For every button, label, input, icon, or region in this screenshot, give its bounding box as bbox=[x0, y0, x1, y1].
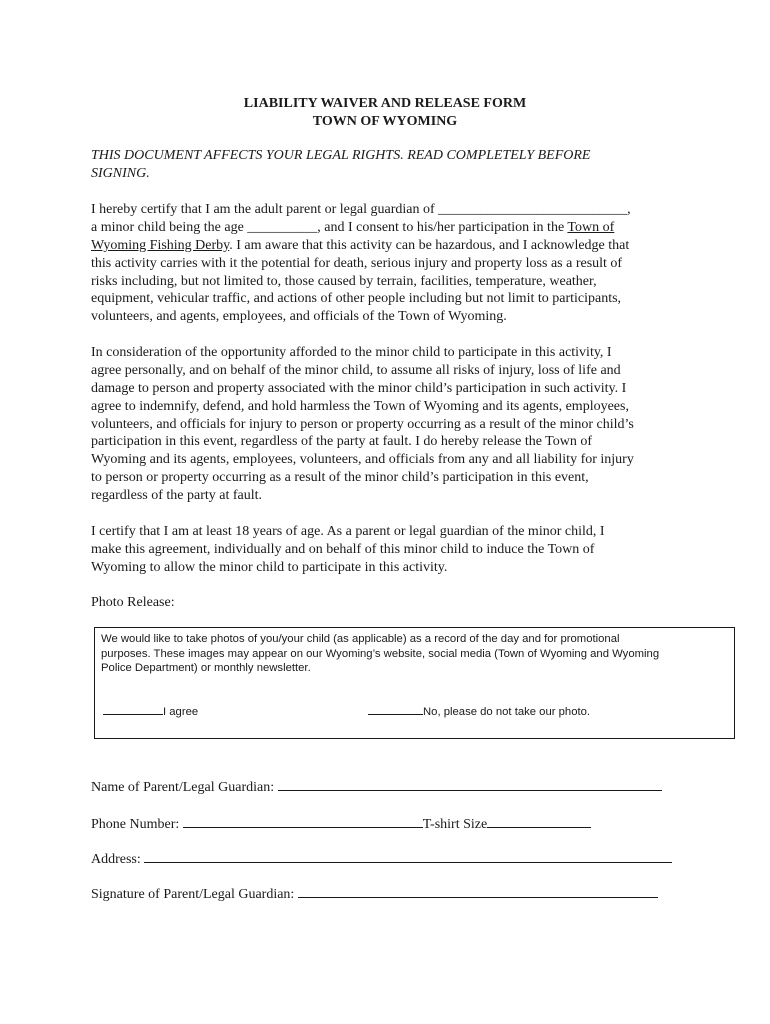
paragraph-line: volunteers, and agents, employees, and officials of the Town of Wyoming. bbox=[91, 309, 507, 325]
photo-release-box bbox=[94, 627, 735, 739]
event-name-link: Wyoming Fishing Derby bbox=[91, 237, 230, 253]
paragraph-line: I certify that I am at least 18 years of age. As a parent or legal guardian of the minor child, I bbox=[91, 524, 605, 539]
tshirt-size-input[interactable] bbox=[487, 814, 591, 828]
address-field bbox=[91, 849, 672, 869]
phone-input[interactable] bbox=[183, 814, 423, 828]
certification-paragraph bbox=[91, 201, 631, 326]
paragraph-line: agree to indemnify, defend, and hold harmless the Town of Wyoming and its agents, employees, bbox=[91, 398, 629, 414]
paragraph-line: damage to person and property associated with the minor child’s participation in such activity. I bbox=[91, 380, 627, 396]
paragraph-line bbox=[91, 219, 631, 237]
photo-text-line: Police Department) or monthly newsletter. bbox=[101, 662, 311, 674]
form-title: LIABILITY WAIVER AND RELEASE FORM bbox=[243, 96, 527, 111]
paragraph-line: I hereby certify that I am the adult parent or legal guardian of ___________________________, bbox=[91, 202, 631, 217]
event-name-link: Town of bbox=[567, 219, 615, 235]
age-certification-paragraph bbox=[91, 523, 605, 577]
paragraph-line: equipment, vehicular traffic, and actions of other people including but not limit to participants, bbox=[91, 291, 622, 307]
phone-label: Phone Number: bbox=[91, 817, 180, 832]
paragraph-line: regardless of the party at fault. bbox=[91, 488, 263, 504]
guardian-name-field bbox=[91, 777, 662, 797]
photo-release-text bbox=[101, 632, 659, 676]
photo-agree-label: I agree bbox=[163, 706, 199, 718]
address-label: Address: bbox=[91, 852, 141, 867]
photo-decline-blank[interactable] bbox=[368, 704, 423, 715]
paragraph-line: participation in this event, regardless of the party at fault. I do hereby release the Town of bbox=[91, 434, 593, 450]
paragraph-line: risks including, but not limited to, those caused by terrain, facilities, temperature, weather, bbox=[91, 273, 597, 289]
paragraph-line: Wyoming to allow the minor child to participate in this activity. bbox=[91, 559, 448, 575]
signature-input[interactable] bbox=[298, 884, 658, 898]
consideration-paragraph bbox=[91, 344, 634, 505]
paragraph-line bbox=[91, 237, 631, 255]
photo-agree-option[interactable] bbox=[103, 704, 198, 719]
signature-label: Signature of Parent/Legal Guardian: bbox=[91, 887, 295, 902]
warning-line: SIGNING. bbox=[91, 166, 150, 181]
tshirt-size-label: T-shirt Size bbox=[422, 817, 488, 832]
legal-warning bbox=[91, 147, 651, 183]
paragraph-line: make this agreement, individually and on behalf of this minor child to induce the Town of bbox=[91, 541, 595, 557]
paragraph-text: a minor child being the age __________, and I consent to his/her participation in the bbox=[91, 219, 568, 235]
guardian-name-label: Name of Parent/Legal Guardian: bbox=[91, 780, 275, 795]
paragraph-line: Wyoming and its agents, employees, volunteers, and officials from any and all liability for injury bbox=[91, 452, 634, 468]
address-input[interactable] bbox=[144, 849, 672, 863]
paragraph-line: to person or property occurring as a result of the minor child’s participation in this event, bbox=[91, 470, 589, 486]
phone-tshirt-row bbox=[91, 814, 591, 834]
paragraph-text: . I am aware that this activity can be hazardous, and I acknowledge that bbox=[229, 237, 630, 253]
paragraph-line: this activity carries with it the potential for death, serious injury and property loss as a result of bbox=[91, 255, 623, 271]
paragraph-line: In consideration of the opportunity afforded to the minor child to participate in this activity, I bbox=[91, 345, 612, 360]
photo-decline-option[interactable] bbox=[368, 704, 590, 719]
photo-decline-label: No, please do not take our photo. bbox=[423, 706, 591, 718]
guardian-name-input[interactable] bbox=[278, 777, 662, 791]
warning-line: THIS DOCUMENT AFFECTS YOUR LEGAL RIGHTS. READ COMPLETELY BEFORE bbox=[91, 148, 591, 163]
signature-field bbox=[91, 884, 658, 904]
photo-text-line: purposes. These images may appear on our Wyoming’s website, social media (Town of Wyoming and Wyoming bbox=[101, 647, 660, 660]
photo-release-label: Photo Release: bbox=[91, 595, 175, 610]
form-subtitle: TOWN OF WYOMING bbox=[312, 114, 458, 129]
paragraph-line: agree personally, and on behalf of the minor child, to assume all risks of injury, loss of life and bbox=[91, 362, 621, 378]
photo-text-line: We would like to take photos of you/your child (as applicable) as a record of the day and for promotional bbox=[101, 633, 620, 645]
paragraph-line: volunteers, and officials for injury to person or property occurring as a result of the minor child’s bbox=[91, 416, 634, 432]
photo-agree-blank[interactable] bbox=[103, 704, 163, 715]
